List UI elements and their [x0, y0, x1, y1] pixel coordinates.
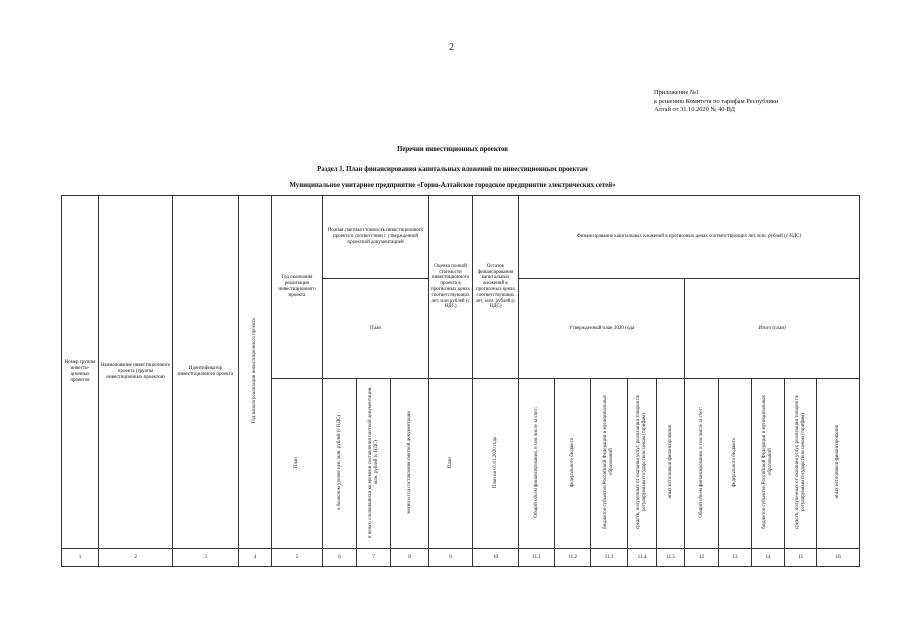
subheader-total-federal-text: федерального бюджета: [732, 437, 738, 487]
column-number: 2: [99, 549, 173, 567]
header-group-number: Номер группы инвести-ционных проектов: [62, 196, 99, 549]
header-full-cost: Полная сметная стоимость инвестиционного проекта в соответствии с утвержденной проектной документацией: [323, 196, 429, 279]
column-number: 15: [785, 549, 817, 567]
column-number: 5: [272, 549, 323, 567]
subheader-total-regional: [752, 379, 785, 549]
header-project-name: Наименование инвестиционного проекта (группы инвестиционных проектов): [99, 196, 173, 549]
header-start-year: [239, 196, 272, 549]
subheader-approved-total: [519, 379, 555, 549]
appendix-line-1: Приложение №1: [654, 89, 700, 96]
header-start-year-text: Год начала реализации инвестиционного проекта: [252, 318, 258, 424]
page-number: 2: [449, 42, 454, 53]
column-number: 14: [752, 549, 785, 567]
subheader-approved-total-text: Общий объем финансирования, в том числе за счет:: [533, 406, 539, 518]
subheader-total-total: [685, 379, 719, 549]
column-number: 7: [357, 549, 391, 567]
subheader-approved-other: [657, 379, 685, 549]
subheader-approved-federal: [555, 379, 591, 549]
section-title: Раздел 1. План финансирования капитальных вложений по инвестиционным проектам: [317, 166, 588, 173]
header-full-cost-plan: План: [323, 279, 429, 379]
subheader-total-regional-text: бюджетов субъектов Российской Федерации и муниципальных образований: [762, 395, 774, 530]
appendix-note: [654, 89, 874, 115]
subheader-total-sales-text: средств, полученных от оказания услуг, реализации товаров по регулируемым государством ценам (тарифам): [794, 394, 806, 530]
column-number-row: [62, 549, 860, 567]
subheader-approved-regional: [591, 379, 628, 549]
investment-projects-table: [61, 195, 860, 567]
subheader-cost-year-text: месяц и год составления сметной документации: [406, 410, 412, 514]
column-number: 11.1: [519, 549, 555, 567]
subheader-cost-current: [357, 379, 391, 549]
subheader-total-federal: [719, 379, 752, 549]
column-number: 9: [429, 549, 473, 567]
column-number: 10: [473, 549, 519, 567]
document-title: Перечни инвестиционных проектов: [397, 146, 508, 153]
subheader-total-total-text: Общий объем финансирования, в том числе за счет:: [698, 406, 704, 518]
header-financing: Финансирование капитальных вложений в прогнозных ценах соответствующих лет, млн. рублей (с НДС): [519, 196, 860, 279]
subheader-end-plan-text: План: [294, 456, 300, 468]
subheader-approved-federal-text: федерального бюджета: [569, 437, 575, 487]
column-number: 4: [239, 549, 272, 567]
subheader-total-other: [817, 379, 860, 549]
subheader-cost-year: [391, 379, 429, 549]
column-number: 1: [62, 549, 99, 567]
subheader-remaining-date-text: План на 01.01.2020 года: [492, 436, 498, 488]
column-number: 8: [391, 549, 429, 567]
subheader-cost-current-text: в ценах, сложившихся ко времени составления сметной документации, млн. рублей (с НДС): [367, 386, 379, 538]
subheader-estimate-plan: [429, 379, 473, 549]
header-end-year: Год окончания реализации инвестиционного проекта: [272, 196, 323, 379]
column-number: 11.2: [555, 549, 591, 567]
column-number: 11.3: [591, 549, 628, 567]
subheader-end-plan: [272, 379, 323, 549]
subheader-cost-base-text: в базисном уровне цен, млн. рублей (с НДС): [336, 414, 342, 510]
header-remaining: Остаток финансирования капитальных вложений в прогнозных ценах соответствующих лет, млн. рублей (с НДС): [473, 196, 519, 379]
header-total-plan: Итого (план): [685, 279, 860, 379]
column-number: 12: [685, 549, 719, 567]
column-number: 3: [173, 549, 239, 567]
column-number: 11.5: [657, 549, 685, 567]
appendix-line-3: Алтай от 31.10.2020 № 40-ВД: [654, 106, 735, 114]
subheader-cost-base: [323, 379, 357, 549]
subheader-remaining-date: [473, 379, 519, 549]
appendix-line-2: к решению Комитета по тарифам Республики: [654, 97, 779, 105]
organization-title: Муниципальное унитарное предприятие «Горно-Алтайское городское предприятие электрических сетей»: [289, 182, 616, 189]
subheader-approved-sales: [628, 379, 657, 549]
header-estimate: Оценка полной стоимости инвестиционного проекта в прогнозных ценах соответствующих лет, млн рублей (с НДС): [429, 196, 473, 379]
column-number: 16: [817, 549, 860, 567]
header-approved-plan: Утвержденный план 2020 года: [519, 279, 685, 379]
column-number: 11.4: [628, 549, 657, 567]
subheader-estimate-plan-text: План: [447, 456, 453, 468]
header-project-id: Идентификатор инвестиционного проекта: [173, 196, 239, 549]
subheader-total-sales: [785, 379, 817, 549]
subheader-approved-other-text: иных источников финансирования: [667, 425, 673, 499]
column-number: 13: [719, 549, 752, 567]
column-number: 6: [323, 549, 357, 567]
subheader-total-other-text: иных источников финансирования: [835, 425, 841, 499]
subheader-approved-sales-text: средств, полученных от оказания услуг, реализации товаров по регулируемым государством ценам (тарифам): [636, 394, 648, 530]
subheader-approved-regional-text: бюджетов субъектов Российской Федерации и муниципальных образований: [603, 395, 615, 530]
